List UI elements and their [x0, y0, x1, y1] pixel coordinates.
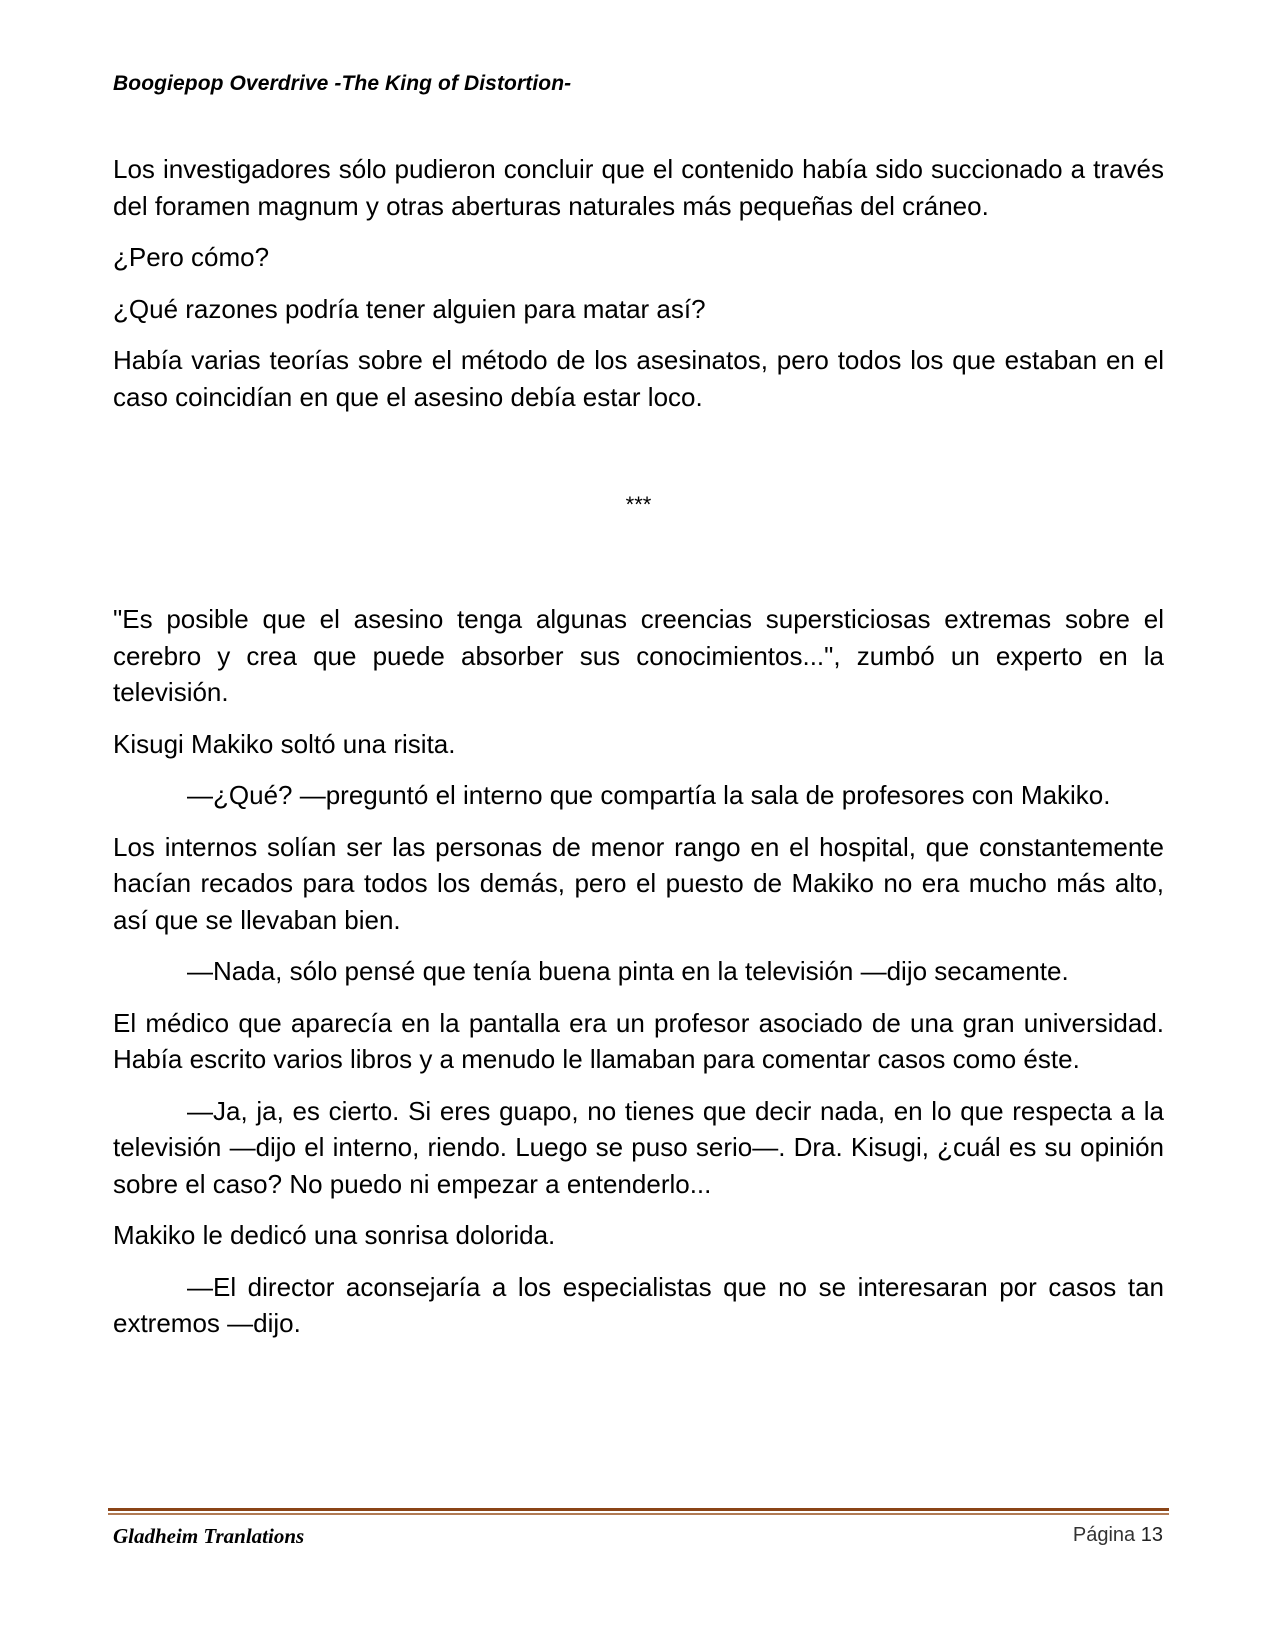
- paragraph: Kisugi Makiko soltó una risita.: [113, 728, 456, 759]
- footer-translator-credit: Gladheim Tranlations: [113, 1524, 305, 1548]
- scene-separator: ***: [625, 492, 652, 517]
- running-header: Boogiepop Overdrive -The King of Distortion-: [113, 72, 572, 95]
- dialogue-paragraph: —Ja, ja, es cierto. Si eres guapo, no tienes que decir nada, en lo que respecta a la televisión —dijo el interno, riendo. Luego se puso serio—. Dra. Kisugi, ¿cuál es su opinión sobre el caso? No puedo ni empezar a entenderlo...: [113, 1095, 1164, 1199]
- paragraph: El médico que aparecía en la pantalla era un profesor asociado de una gran universidad. Había escrito varios libros y a menudo le llamaban para comentar casos como éste.: [113, 1007, 1164, 1074]
- footer-rule-thin: [108, 1513, 1169, 1515]
- body-text: [113, 151, 1164, 1357]
- paragraph: ¿Qué razones podría tener alguien para matar así?: [113, 293, 706, 324]
- dialogue-paragraph: —Nada, sólo pensé que tenía buena pinta en la televisión —dijo secamente.: [187, 956, 1069, 986]
- page-label: Página: [1072, 1524, 1136, 1546]
- dialogue-paragraph: —El director aconsejaría a los especialistas que no se interesaran por casos tan extremos —dijo.: [113, 1271, 1164, 1338]
- footer-rule: [108, 1508, 1169, 1515]
- paragraph: "Es posible que el asesino tenga algunas creencias supersticiosas extremas sobre el cerebro y crea que puede absorber sus conocimientos...", zumbó un experto en la televisión.: [113, 604, 1164, 707]
- paragraph: Los internos solían ser las personas de menor rango en el hospital, que constantemente hacían recados para todos los demás, pero el puesto de Makiko no era mucho más alto, así que se llevaban bien.: [113, 831, 1164, 935]
- paragraph: ¿Pero cómo?: [113, 242, 270, 272]
- page-number-value: 13: [1140, 1524, 1163, 1546]
- paragraph: Makiko le dedicó una sonrisa dolorida.: [113, 1220, 556, 1250]
- page-number: [1073, 1524, 1163, 1547]
- paragraph: Había varias teorías sobre el método de los asesinatos, pero todos los que estaban en el caso coincidían en que el asesino debía estar loco.: [113, 345, 1164, 412]
- paragraph: Los investigadores sólo pudieron concluir que el contenido había sido succionado a través del foramen magnum y otras aberturas naturales más pequeñas del cráneo.: [113, 154, 1164, 221]
- dialogue-paragraph: —¿Qué? —preguntó el interno que compartía la sala de profesores con Makiko.: [187, 780, 1111, 810]
